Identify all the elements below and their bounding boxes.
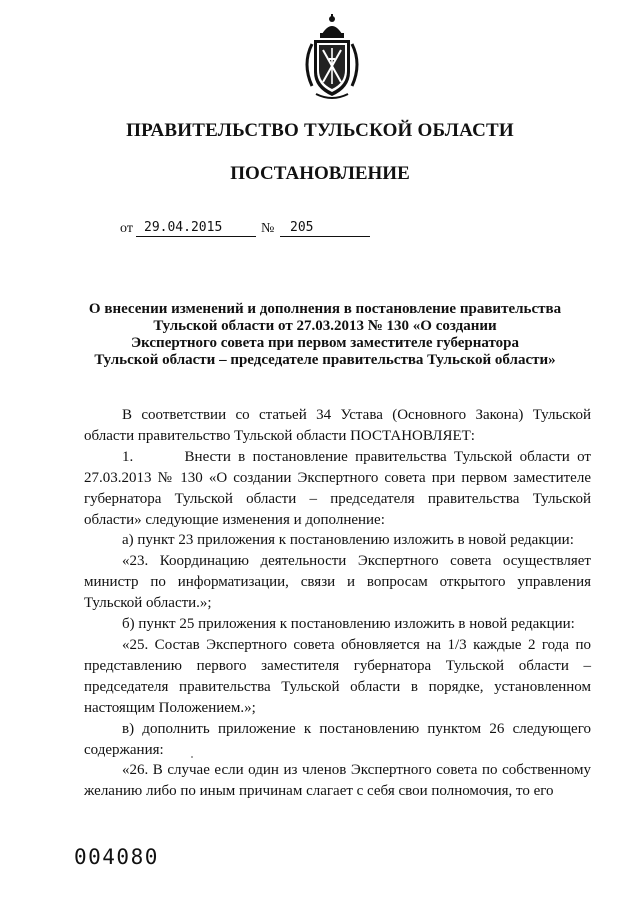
number-underline — [280, 236, 370, 237]
subject-line: Тульской области от 27.03.2013 № 130 «О создании — [153, 318, 497, 334]
body-paragraph: в) дополнить приложение к постановлению пунктом 26 следующего содержания: — [84, 720, 591, 758]
document-type: ПОСТАНОВЛЕНИЕ — [230, 163, 410, 184]
body-paragraph: «23. Координацию деятельности Экспертного совета осуществляет министр по информатизации, связи и вопросам открытого управления Тульской области.»; — [84, 553, 591, 612]
subject-line: Экспертного совета при первом заместителе губернатора — [130, 335, 520, 351]
number-prefix: № — [261, 221, 275, 236]
document-date: 29.04.2015 — [144, 220, 223, 235]
subject-line: О внесении изменений и дополнения в постановление правительства — [88, 301, 562, 317]
body-paragraph: В соответствии со статьей 34 Устава (Основного Закона) Тульской области правительство Тульской области ПОСТАНОВЛЯЕТ: — [84, 407, 591, 444]
body-paragraph: «25. Состав Экспертного совета обновляется на 1/3 каждые 2 года по представлению первого заместителя губернатора Тульской области – председателя правительства Тульской области в порядке, установленном настоящим Положением.»; — [84, 636, 591, 716]
date-number-line — [120, 217, 380, 239]
body-paragraph: «26. В случае если один из членов Экспертного совета по собственному желанию либо по иным причинам слагает с себя свои полномочия, то его — [84, 762, 591, 800]
government-title: ПРАВИТЕЛЬСТВО ТУЛЬСКОЙ ОБЛАСТИ — [126, 120, 514, 141]
subject-line: Тульской области – председателе правительства Тульской области» — [94, 352, 556, 368]
body-paragraph: а) пункт 23 приложения к постановлению изложить в новой редакции: — [122, 532, 574, 549]
scan-speck — [191, 756, 193, 758]
document-body — [84, 405, 591, 802]
document-number: 205 — [290, 220, 314, 235]
date-underline — [136, 236, 256, 237]
page-number: 004080 — [74, 845, 159, 869]
body-paragraph: б) пункт 25 приложения к постановлению изложить в новой редакции: — [122, 616, 575, 633]
document-subject — [70, 301, 580, 369]
body-paragraph: 1. Внести в постановление правительства Тульской области от 27.03.2013 № 130 «О создании Экспертного совета при первом заместителе губернатора Тульской области – председателя правительства Тульской области» следующие изменения и дополнение: — [84, 448, 591, 528]
coat-of-arms-icon — [300, 14, 364, 100]
date-prefix: от — [120, 221, 133, 236]
